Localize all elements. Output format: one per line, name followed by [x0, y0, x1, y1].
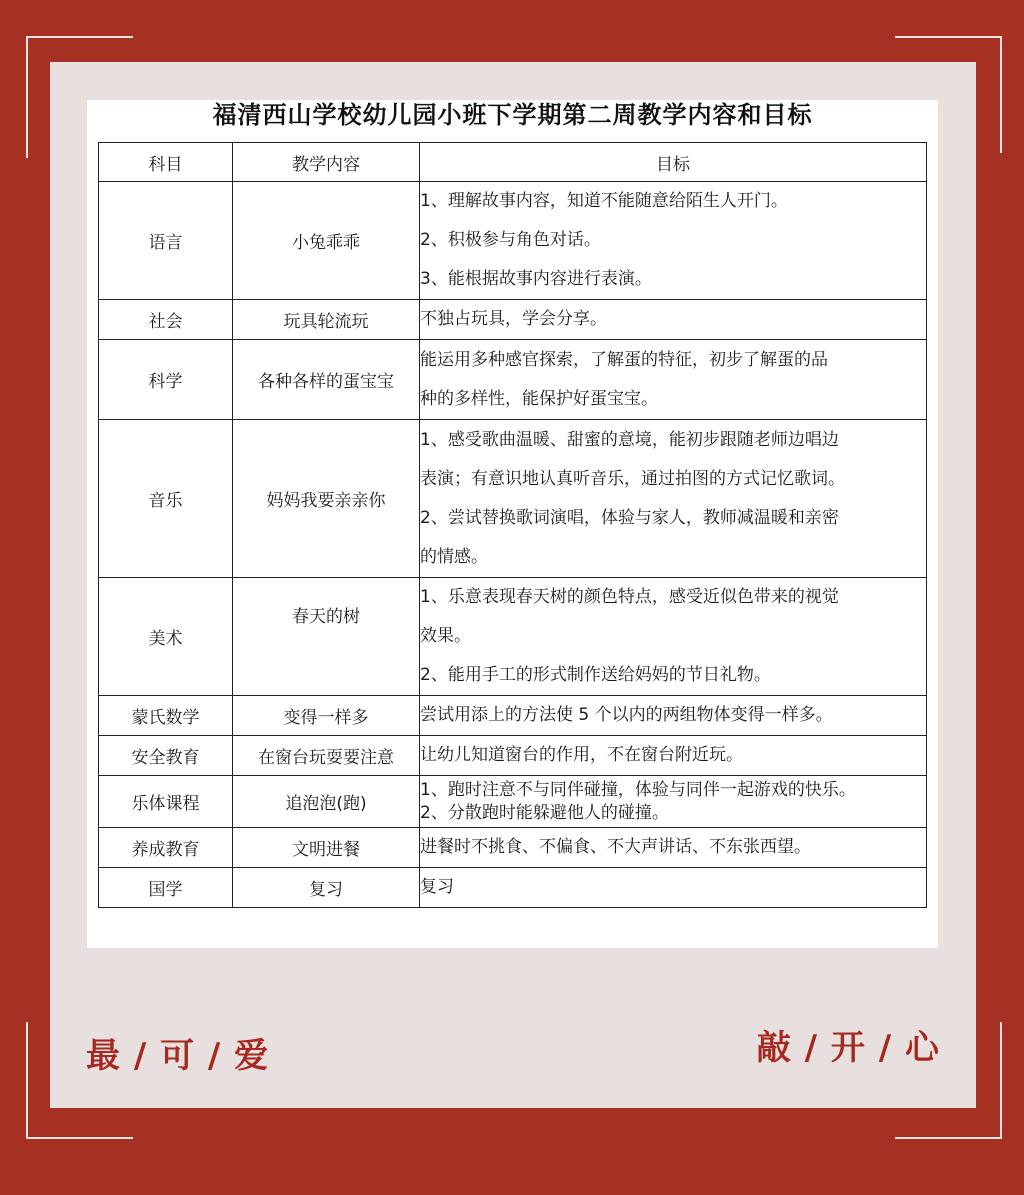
subject-cell: 养成教育 — [99, 828, 233, 868]
header-goal: 目标 — [420, 143, 927, 182]
goal-line: 效果。 — [420, 626, 471, 646]
teaching-plan-table — [98, 142, 927, 908]
slogan-right: 敲 / 开 / 心 — [756, 1028, 940, 1068]
subject-cell: 音乐 — [99, 420, 233, 578]
table-row — [99, 696, 927, 736]
content-cell: 变得一样多 — [233, 696, 420, 736]
subject-cell: 科学 — [99, 340, 233, 420]
goal-cell — [420, 736, 927, 776]
goal-cell — [420, 696, 927, 736]
goal-cell — [420, 182, 927, 300]
content-cell: 小兔乖乖 — [233, 182, 420, 300]
table-row — [99, 578, 927, 696]
content-cell: 妈妈我要亲亲你 — [233, 420, 420, 578]
goal-line: 种的多样性，能保护好蛋宝宝。 — [420, 388, 658, 409]
document-title: 福清西山学校幼儿园小班下学期第二周教学内容和目标 — [212, 101, 813, 129]
content-cell: 各种各样的蛋宝宝 — [233, 340, 420, 420]
goal-line: 1、感受歌曲温暖、甜蜜的意境，能初步跟随老师边唱边 — [420, 429, 839, 450]
header-content: 教学内容 — [233, 143, 420, 182]
goal-line: 2、积极参与角色对话。 — [420, 230, 601, 250]
table-row — [99, 300, 927, 340]
subject-cell: 蒙氏数学 — [99, 696, 233, 736]
table-row — [99, 736, 927, 776]
subject-cell: 国学 — [99, 868, 233, 908]
goal-cell — [420, 420, 927, 578]
goal-line: 1、跑时注意不与同伴碰撞，体验与同伴一起游戏的快乐。 — [420, 779, 856, 800]
content-cell: 复习 — [233, 868, 420, 908]
goal-line: 让幼儿知道窗台的作用，不在窗台附近玩。 — [420, 745, 743, 765]
subject-cell: 美术 — [99, 578, 233, 696]
goal-line: 2、分散跑时能躲避他人的碰撞。 — [420, 802, 669, 823]
goal-line: 2、尝试替换歌词演唱，体验与家人，教师减温暖和亲密 — [420, 507, 839, 528]
subject-cell: 乐体课程 — [99, 776, 233, 828]
goal-line: 的情感。 — [420, 546, 488, 567]
content-cell: 玩具轮流玩 — [233, 300, 420, 340]
goal-line: 1、乐意表现春天树的颜色特点，感受近似色带来的视觉 — [420, 587, 839, 607]
goal-cell — [420, 868, 927, 908]
goal-line: 复习 — [420, 877, 454, 897]
subject-cell: 社会 — [99, 300, 233, 340]
goal-line: 尝试用添上的方法使 5 个以内的两组物体变得一样多。 — [420, 705, 833, 725]
table-row — [99, 868, 927, 908]
content-cell: 追泡泡(跑) — [233, 776, 420, 828]
slogan-left: 最 / 可 / 爱 — [86, 1036, 270, 1076]
goal-cell — [420, 578, 927, 696]
table-row — [99, 420, 927, 578]
goal-line: 2、能用手工的形式制作送给妈妈的节日礼物。 — [420, 665, 771, 685]
goal-line: 表演；有意识地认真听音乐，通过拍图的方式记忆歌词。 — [420, 468, 845, 489]
goal-cell — [420, 776, 927, 828]
subject-cell: 安全教育 — [99, 736, 233, 776]
document-sheet — [87, 100, 938, 948]
goal-cell — [420, 828, 927, 868]
content-cell: 春天的树 — [233, 578, 420, 696]
table-row — [99, 828, 927, 868]
goal-line: 进餐时不挑食、不偏食、不大声讲话、不东张西望。 — [420, 837, 811, 857]
table-row — [99, 182, 927, 300]
goal-line: 不独占玩具，学会分享。 — [420, 309, 607, 329]
content-cell: 在窗台玩耍要注意 — [233, 736, 420, 776]
goal-line: 1、理解故事内容，知道不能随意给陌生人开门。 — [420, 191, 788, 211]
content-cell: 文明进餐 — [233, 828, 420, 868]
subject-cell: 语言 — [99, 182, 233, 300]
header-subject: 科目 — [99, 143, 233, 182]
table-header-row — [99, 143, 927, 182]
goal-cell — [420, 340, 927, 420]
goal-line: 能运用多种感官探索，了解蛋的特征，初步了解蛋的品 — [420, 349, 828, 370]
goal-cell — [420, 300, 927, 340]
goal-line: 3、能根据故事内容进行表演。 — [420, 269, 652, 289]
table-row — [99, 340, 927, 420]
table-row — [99, 776, 927, 828]
